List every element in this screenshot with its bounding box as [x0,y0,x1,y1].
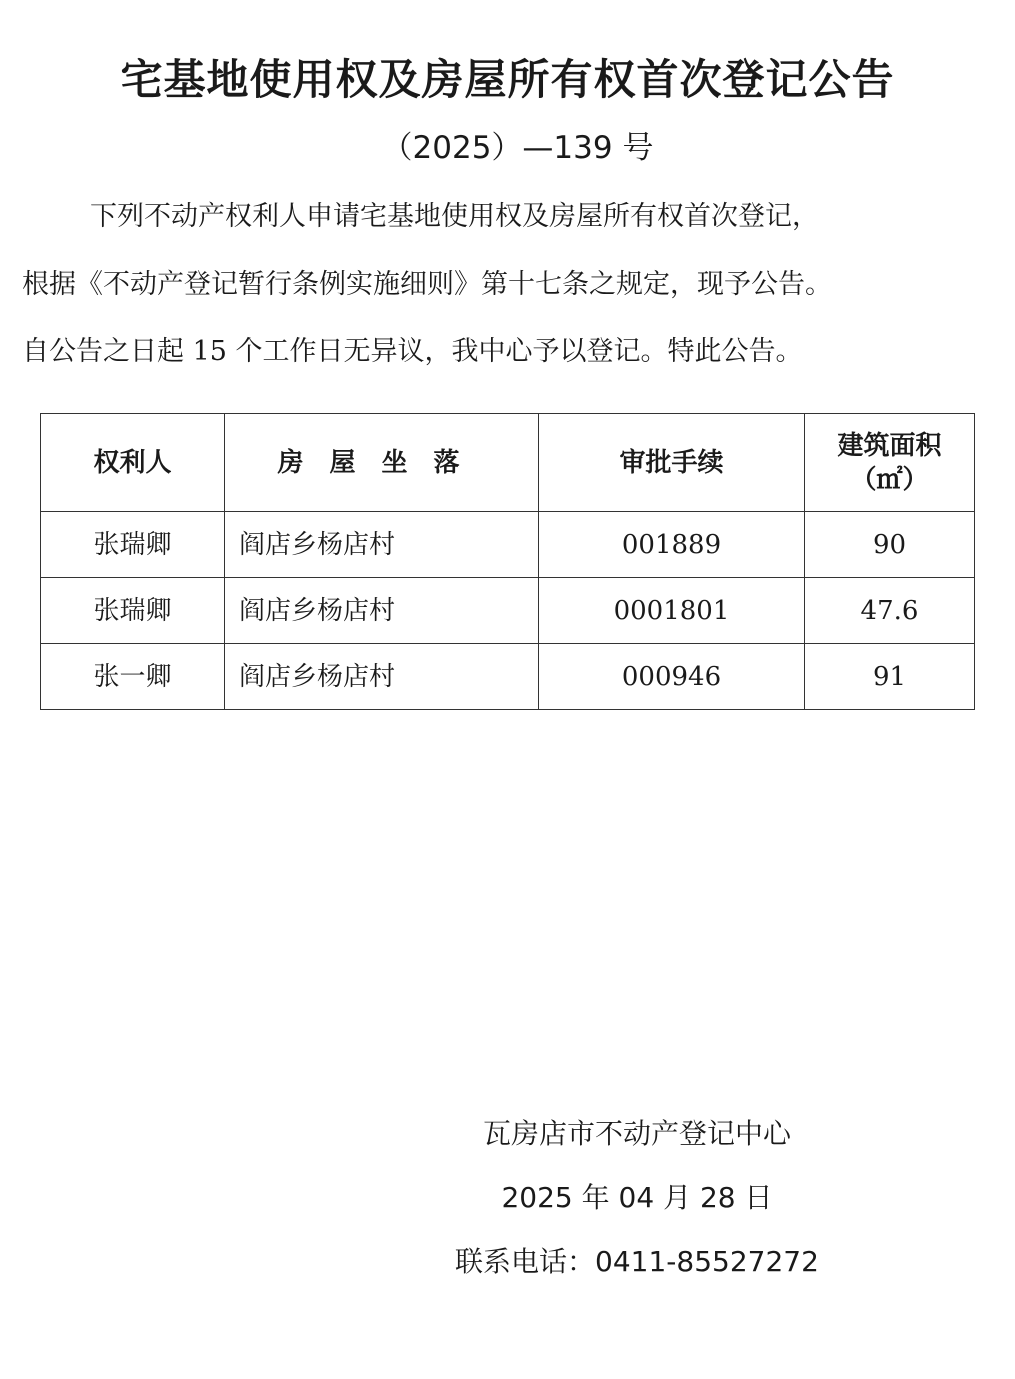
cell-area: 47.6 [805,578,975,644]
cell-location: 阎店乡杨店村 [225,644,539,710]
header-area-label: 建筑面积 [837,430,942,461]
cell-approval: 000946 [539,644,805,710]
header-approval: 审批手续 [539,414,805,512]
header-location-label: 房屋坐落 [277,447,486,478]
cell-holder: 张一卿 [41,644,225,710]
document-number: （2025）—139 号 [381,130,654,166]
cell-location: 阎店乡杨店村 [225,512,539,578]
header-location [225,414,539,512]
notice-paragraph-line-3: 自公告之日起 15 个工作日无异议，我中心予以登记。特此公告。 [22,336,803,367]
table-row [41,644,975,710]
header-area [805,414,975,512]
cell-location: 阎店乡杨店村 [225,578,539,644]
issuing-organization: 瓦房店市不动产登记中心 [482,1117,791,1150]
cell-approval: 001889 [539,512,805,578]
header-holder: 权利人 [41,414,225,512]
registration-table [40,413,975,710]
cell-holder: 张瑞卿 [41,512,225,578]
notice-paragraph-line-1: 下列不动产权利人申请宅基地使用权及房屋所有权首次登记， [90,201,819,232]
table-header-row [41,414,975,512]
table-row [41,512,975,578]
notice-paragraph-line-2: 根据《不动产登记暂行条例实施细则》第十七条之规定，现予公告。 [22,269,832,300]
header-area-unit: （㎡） [850,464,929,495]
table-row [41,578,975,644]
page-title: 宅基地使用权及房屋所有权首次登记公告 [120,55,895,104]
cell-holder: 张瑞卿 [41,578,225,644]
cell-area: 90 [805,512,975,578]
issue-date: 2025 年 04 月 28 日 [501,1181,773,1214]
cell-approval: 0001801 [539,578,805,644]
contact-phone: 联系电话：0411-85527272 [455,1245,819,1278]
cell-area: 91 [805,644,975,710]
